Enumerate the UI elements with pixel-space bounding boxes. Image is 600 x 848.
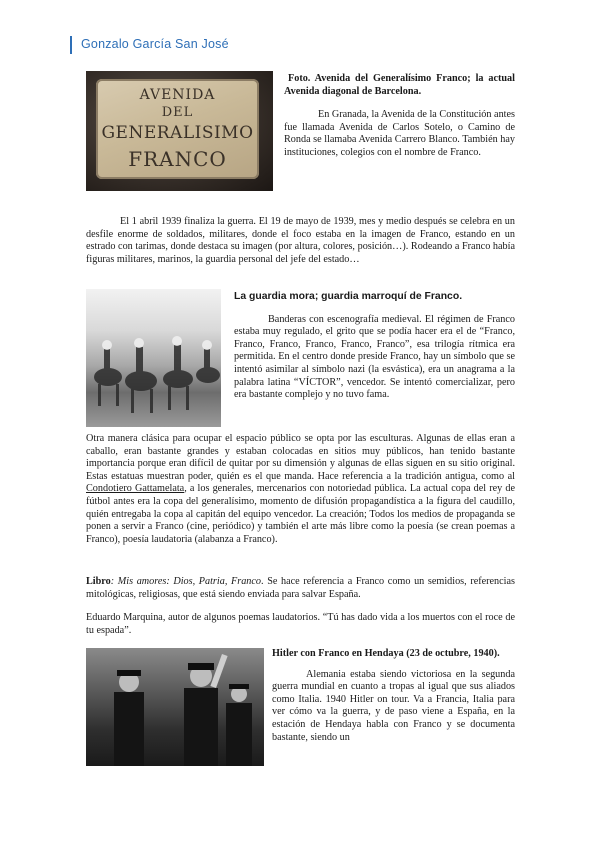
sign-line: DEL <box>161 105 194 120</box>
photo3-caption-text: Hitler con Franco en Hendaya (23 de octubre, 1940) <box>272 648 498 659</box>
esculturas-before: Otra manera clásica para ocupar el espacio público se opta por las esculturas. Algunas de ellas eran a caballo, eran bastante grandes y estaban colocadas en sitios muy públicos, han tenido bastante importancia porque eran difícil de quitar por su dimensión y algunas de ellas siguen en su sitio original. Estas estatuas muestran poder, quién es el que manda. Hace referencia a la tradición antigua, como al <box>86 433 515 482</box>
photo1-caption-text: Foto. Avenida del Generalísimo Franco; la actual Avenida diagonal de Barcelona <box>284 73 515 97</box>
hendaya-photo <box>86 648 264 766</box>
sign-plate <box>96 79 259 179</box>
photo3-caption-end: . <box>497 648 500 659</box>
paragraph-esculturas-text <box>86 433 515 546</box>
street-sign-photo <box>86 71 273 191</box>
photo2-caption <box>234 291 515 304</box>
esculturas-after: , a los generales, mercenarios con notoriedad pública. La actual copa del rey de fútbol antes era la copa del generalísimo, momento de difusión propagandística a la figura del caudillo, quién entregaba la copa al capitán del equipo vencedor. La creación; Todos los medios de propaganda se ponen a servir a Franco (cine, periódico) y también el arte más libre como la poesía (se crean poemas a Franco), poesía laudatoria (alabanza a Franco). <box>86 483 515 545</box>
photo1-text: En Granada, la Avenida de la Constitución antes fue llamada Avenida de Carlos Sotelo, o Camino de Ronda se llamaba Avenida Carrero Blanco. También hay instituciones, colegios con el nombre de Franco. <box>284 109 515 158</box>
sign-line: AVENIDA <box>139 87 216 103</box>
guard-scene-icon <box>86 289 221 427</box>
paragraph-desfile-text: El 1 abril 1939 finaliza la guerra. El 19 de mayo de 1939, mes y medio después se celebra en un desfile enorme de soldados, militares, donde el foco estaba en la imagen de Franco, estando en un estrado con tarimas, donde destaca su imagen (por altura, colores, posición…). Rodeando a Franco había figuras militares, marinos, la guardia personal del jefe del estado… <box>86 216 515 265</box>
libro-rest: . Se hace referencia a Franco como un semidios, referencias mitológicas, religiosas, que está siendo enviada para salvar España. <box>86 576 515 600</box>
photo1-caption-block <box>284 73 515 160</box>
paragraph-desfile <box>86 216 515 266</box>
photo2-caption-text: La guardia mora; guardia marroquí de Franco <box>234 291 460 302</box>
sign-line: FRANCO <box>128 147 227 171</box>
photo2-caption-block <box>234 291 515 402</box>
header-accent-bar <box>70 36 72 54</box>
hendaya-scene-icon <box>86 648 264 766</box>
paragraph-marquina-text: Eduardo Marquina, autor de algunos poemas laudatorios. “Tú has dado vida a los muertos con el roce de tu espada”. <box>86 612 515 636</box>
paragraph-libro <box>86 576 515 601</box>
libro-label: Libro <box>86 576 111 587</box>
photo2-caption-end: . <box>459 291 463 302</box>
condotiero-link[interactable]: Condotiero Gattamelata <box>86 483 185 495</box>
moorish-guard-photo <box>86 289 221 427</box>
photo1-caption-end: . <box>418 85 422 97</box>
author-header: Gonzalo García San José <box>81 37 229 51</box>
paragraph-libro-text <box>86 576 515 601</box>
sign-line: GENERALISIMO <box>101 123 254 143</box>
photo3-caption <box>272 648 515 661</box>
paragraph-marquina <box>86 612 515 637</box>
photo1-caption <box>284 73 515 98</box>
photo3-caption-block <box>272 648 515 744</box>
photo2-text: Banderas con escenografía medieval. El régimen de Franco estaba muy regulado, el grito que se podía hacer era el de “Franco, Franco, Franco, Franco, Franco, Franco”, esa trilogía rítmica era permitida. En el centro donde preside Franco, hay un símbolo que se intentó asimilar al símbolo nazi (la esvástica), era un anagrama a la palabra latina “VÍCTOR”, vencedor. Se intentó comercializar, pero era bastante complejo y no tuvo fama. <box>234 313 515 401</box>
paragraph-esculturas <box>86 433 515 546</box>
libro-title: : Mis amores: Dios, Patria, Franco <box>110 576 262 587</box>
photo3-text: Alemania estaba siendo victoriosa en la segunda guerra mundial en cuanto a tropas al igual que sus aliados como Italia. 1940 Hitler on tour. Va a Francia, Italia para ver cómo va la guerra, y de paso viene a España, en la estación de Hendaya habla con Franco y se documenta bastante, siendo un <box>272 668 515 743</box>
